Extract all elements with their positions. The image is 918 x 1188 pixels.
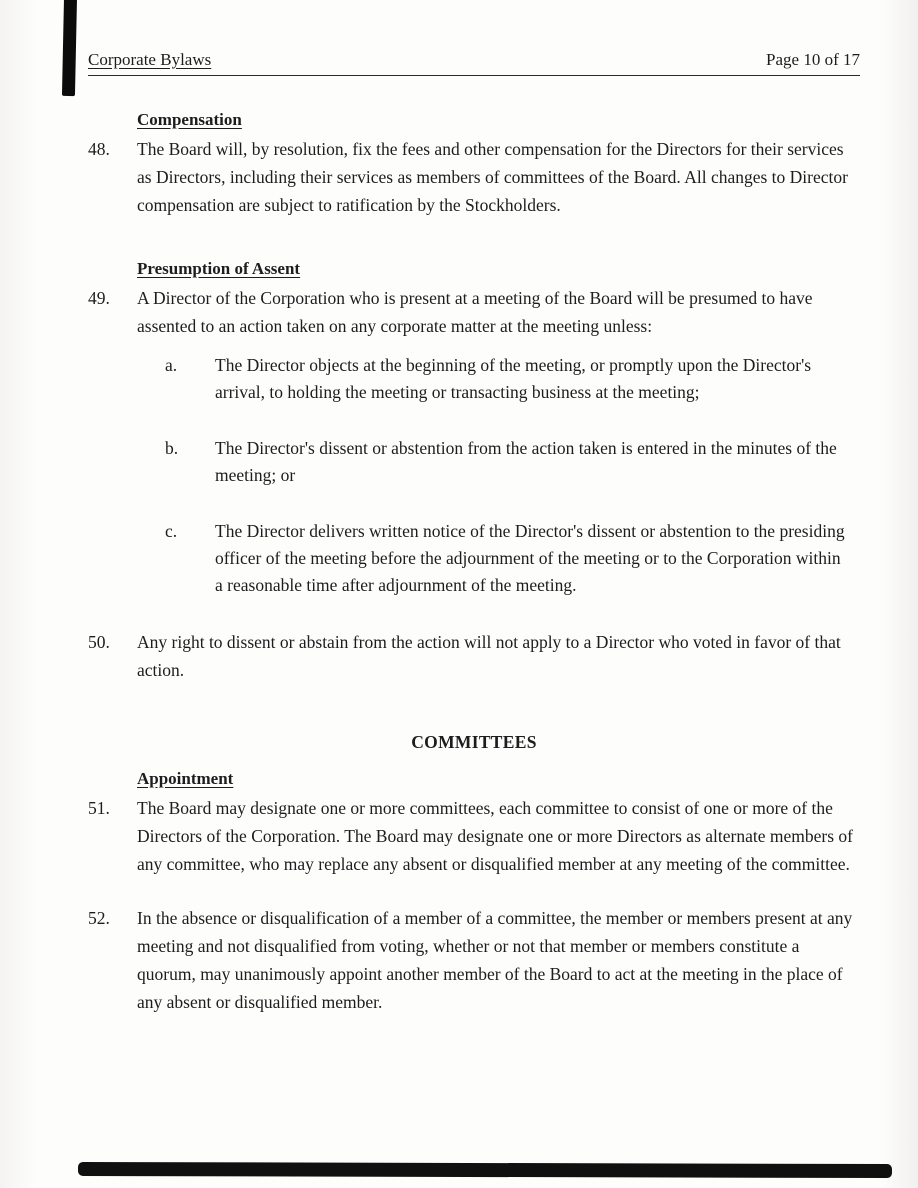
- page-content: [88, 50, 860, 1038]
- item-number: 51.: [88, 798, 110, 818]
- section-compensation: [88, 110, 860, 219]
- subitem-text: The Director objects at the beginning of the meeting, or promptly upon the Director's arrival, to holding the meeting or transacting business at the meeting;: [215, 355, 812, 402]
- section-heading: Compensation: [137, 110, 242, 129]
- subitem-a: [165, 352, 860, 406]
- numbered-item-52: [88, 904, 860, 1016]
- item-number: 48.: [88, 139, 110, 159]
- numbered-item-51: [88, 794, 860, 878]
- page-header: [88, 50, 860, 76]
- page-number: Page 10 of 17: [766, 50, 860, 69]
- document-body: [88, 110, 860, 1016]
- subitem-letter: b.: [165, 438, 179, 458]
- subitem-letter: a.: [165, 355, 178, 375]
- document-title: Corporate Bylaws: [88, 50, 212, 69]
- item-text: Any right to dissent or abstain from the action will not apply to a Director who voted in favor of that action.: [137, 632, 841, 680]
- subitem-c: [165, 518, 860, 599]
- section-title-committees: COMMITTEES: [411, 732, 537, 752]
- item-number: 49.: [88, 288, 110, 308]
- subitem-letter: c.: [165, 521, 178, 541]
- item-number: 50.: [88, 632, 110, 652]
- subitem-b: [165, 435, 860, 489]
- scan-artifact-bottom-bar: [78, 1162, 892, 1178]
- section-heading: Appointment: [137, 769, 234, 788]
- numbered-item-48: [88, 135, 860, 219]
- section-presumption-of-assent: [88, 259, 860, 684]
- subitem-text: The Director's dissent or abstention from the action taken is entered in the minutes of the meeting; or: [215, 438, 837, 485]
- numbered-item-50: [88, 628, 860, 684]
- item-text: In the absence or disqualification of a member of a committee, the member or members present at any meeting and not disqualified from voting, whether or not that member or members constitute a quorum, may unanimously appoint another member of the Board to act at the meeting in the place of any absent or disqualified member.: [137, 908, 853, 1012]
- scan-artifact-top-left: [62, 0, 77, 96]
- subitem-list: [88, 352, 860, 599]
- item-text: A Director of the Corporation who is present at a meeting of the Board will be presumed to have assented to an action taken on any corporate matter at the meeting unless:: [137, 288, 813, 336]
- item-text: The Board may designate one or more committees, each committee to consist of one or more of the Directors of the Corporation. The Board may designate one or more Directors as alternate members of any committee, who may replace any absent or disqualified member at any meeting of the committee.: [137, 798, 853, 874]
- section-committees: [88, 732, 860, 1016]
- numbered-item-49: [88, 284, 860, 340]
- item-text: The Board will, by resolution, fix the fees and other compensation for the Directors for their services as Directors, including their services as members of committees of the Board. All changes to Director compensation are subject to ratification by the Stockholders.: [137, 139, 848, 215]
- item-number: 52.: [88, 908, 110, 928]
- subitem-text: The Director delivers written notice of the Director's dissent or abstention to the presiding officer of the meeting before the adjournment of the meeting or to the Corporation within a reasonable time after adjournment of the meeting.: [215, 521, 845, 595]
- section-heading: Presumption of Assent: [137, 259, 301, 278]
- spacer: [88, 241, 860, 259]
